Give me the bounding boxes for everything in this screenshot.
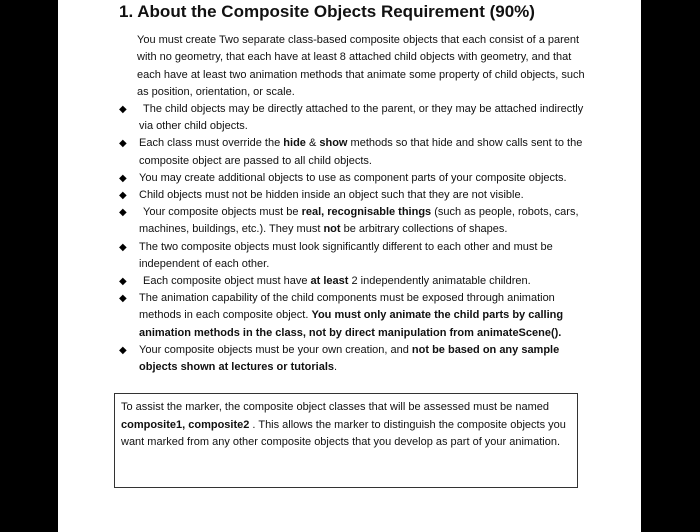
diamond-bullet-icon: ◆ — [119, 344, 127, 356]
list-item — [119, 170, 589, 187]
list-item — [119, 290, 589, 342]
list-item — [119, 342, 589, 376]
intro-paragraph: You must create Two separate class-based composite objects that each consist of a parent with no geometry, that each have at least 8 attached child objects with geometry, and that each have at least two animation methods that animate some property of child objects, such as position, orientation, or scale. — [137, 34, 585, 98]
document-page — [58, 0, 641, 532]
list-item — [119, 187, 589, 204]
diamond-bullet-icon: ◆ — [119, 276, 127, 288]
list-item-text: Each composite object must have at least 2 independently animatable children. — [143, 275, 531, 288]
diamond-bullet-icon: ◆ — [119, 138, 127, 150]
list-item-text: The animation capability of the child components must be exposed through animation methods in each composite object. You must only animate the child parts by calling animation methods in the class, not by direct manipulation from animateScene(). — [139, 292, 564, 339]
list-item — [119, 135, 589, 169]
diamond-bullet-icon: ◆ — [119, 190, 127, 202]
requirements-list — [119, 101, 589, 376]
list-item-text: Child objects must not be hidden inside an object such that they are not visible. — [139, 189, 524, 202]
section-heading: 1. About the Composite Objects Requirement (90%) — [119, 2, 535, 21]
diamond-bullet-icon: ◆ — [119, 241, 127, 253]
list-item — [119, 239, 589, 273]
marker-note-box: To assist the marker, the composite object classes that will be assessed must be named composite1, composite2 . This allows the marker to distinguish the composite objects you want marked from any other composite objects that you develop as part of your animation. — [114, 393, 578, 488]
list-item-text: Each class must override the hide & show methods so that hide and show calls sent to the composite object are passed to all child objects. — [139, 137, 583, 167]
diamond-bullet-icon: ◆ — [119, 172, 127, 184]
list-item-text: The child objects may be directly attached to the parent, or they may be attached indirectly via other child objects. — [139, 103, 584, 133]
list-item-text: Your composite objects must be real, recognisable things (such as people, robots, cars, machines, buildings, etc.). They must not be arbitrary collections of shapes. — [139, 206, 579, 236]
list-item — [119, 204, 589, 238]
list-item-text: The two composite objects must look significantly different to each other and must be independent of each other. — [139, 240, 553, 270]
list-item-text: Your composite objects must be your own creation, and not be based on any sample objects shown at lectures or tutorials. — [139, 343, 560, 374]
diamond-bullet-icon: ◆ — [119, 293, 127, 305]
diamond-bullet-icon: ◆ — [119, 104, 127, 115]
list-item — [119, 101, 589, 135]
diamond-bullet-icon: ◆ — [119, 207, 127, 219]
list-item-text: You may create additional objects to use as component parts of your composite objects. — [139, 171, 567, 184]
list-item — [119, 273, 589, 290]
